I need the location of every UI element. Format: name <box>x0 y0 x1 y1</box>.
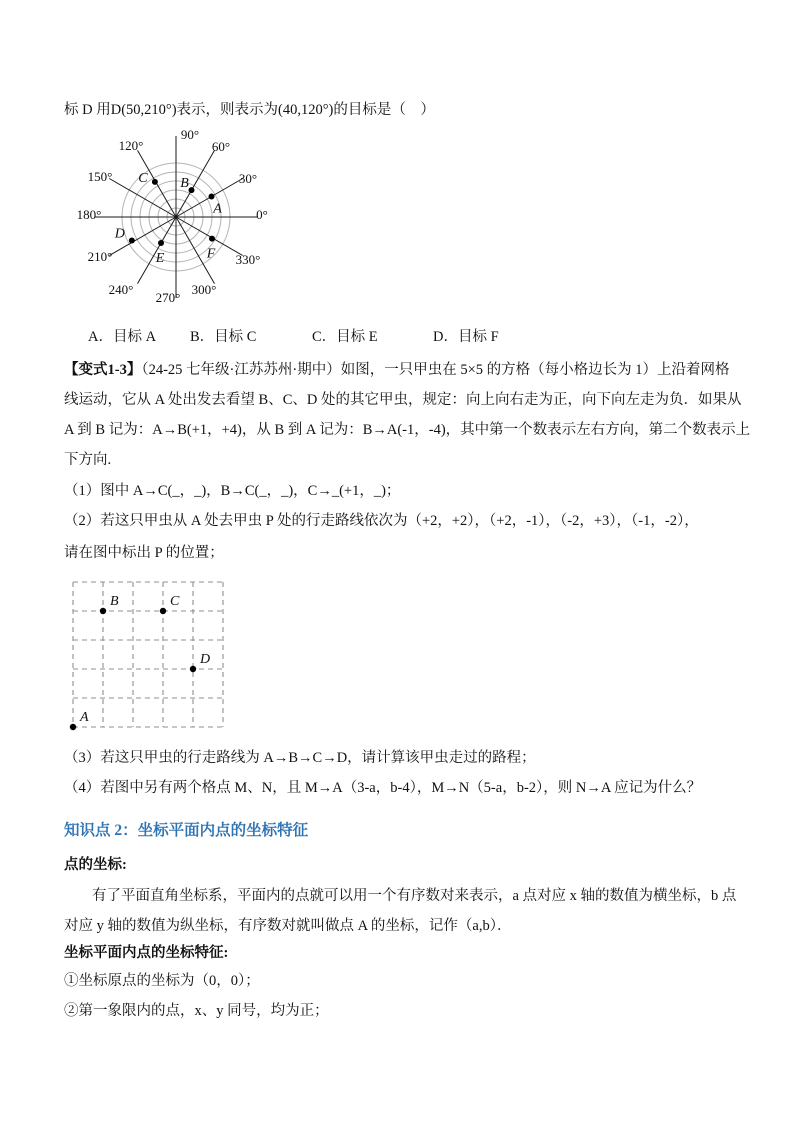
polar-point-label: D <box>114 226 125 242</box>
polar-point-label: C <box>138 170 148 186</box>
knowledge-point-heading: 知识点 2：坐标平面内点的坐标特征 <box>64 822 309 839</box>
subheading-point-coordinates: 点的坐标: <box>64 857 127 873</box>
polar-angle-label: 180° <box>76 207 102 222</box>
polar-angle-label: 0° <box>256 207 268 222</box>
polar-point-dot <box>129 237 135 243</box>
grid-point-label: B <box>110 594 119 609</box>
polar-angle-label: 240° <box>108 282 134 297</box>
feature-item-2: ②第一象限内的点，x、y 同号，均为正； <box>64 1003 329 1019</box>
polar-point-dot <box>209 194 215 200</box>
polar-angle-label: 120° <box>118 138 144 153</box>
polar-point-dot <box>189 187 195 193</box>
polar-point-dot <box>209 236 215 242</box>
polar-angle-label: 90° <box>180 127 200 142</box>
problem-line-1-text: （24-25 七年级·江苏苏州·期中）如图，一只甲虫在 5×5 的方格（每小格边长为 1）上沿着网格 <box>141 362 730 378</box>
problem-line-4: 下方向. <box>64 452 112 468</box>
question-2-line-2: 请在图中标出 P 的位置； <box>64 545 224 561</box>
polar-angle-label: 300° <box>191 282 217 297</box>
option-b: B．目标 C <box>190 329 257 345</box>
polar-angle-label: 60° <box>211 139 231 154</box>
feature-item-1: ①坐标原点的坐标为（0，0）； <box>64 973 260 989</box>
grid-point-label: D <box>200 652 211 667</box>
grid-point-label: C <box>170 594 180 609</box>
polar-angle-label: 30° <box>238 171 258 186</box>
problem-line-1 <box>64 360 730 380</box>
polar-point-label: F <box>206 246 216 262</box>
option-a: A．目标 A <box>88 329 157 345</box>
polar-diagram-figure <box>36 126 336 314</box>
grid-point-dot <box>70 724 76 730</box>
question-4: （4）若图中另有两个格点 M、N，且 M→A（3-a，b-4），M→N（5-a，b-2），则 N→A 应记为什么？ <box>64 780 702 796</box>
polar-point-label: B <box>180 176 189 192</box>
grid-point-dot <box>100 608 106 614</box>
knowledge-paragraph-line-1: 有了平面直角坐标系，平面内的点就可以用一个有序数对来表示，a 点对应 x 轴的数值为横坐标，b 点 <box>92 888 737 904</box>
polar-angle-label: 330° <box>235 252 261 267</box>
polar-angle-label: 270° <box>155 290 181 305</box>
knowledge-paragraph-line-2: 对应 y 轴的数值为纵坐标，有序数对就叫做点 A 的坐标，记作（a,b）． <box>64 918 512 934</box>
problem-tag: 【变式1-3】 <box>64 362 142 378</box>
question-2-line-1: （2）若这只甲虫从 A 处去甲虫 P 处的行走路线依次为（+2，+2），（+2，-1），（-2，+3），（-1，-2）， <box>64 513 699 529</box>
grid-point-label: A <box>80 710 89 725</box>
option-d: D．目标 F <box>433 329 499 345</box>
subheading-coordinate-features: 坐标平面内点的坐标特征: <box>64 945 229 961</box>
polar-point-label: A <box>213 201 222 217</box>
problem-line-2: 线运动，它从 A 处出发去看望 B、C、D 处的其它甲虫，规定：向上向右走为正，向下向左走为负．如果从 <box>64 392 742 408</box>
option-c: C．目标 E <box>312 329 378 345</box>
question-intro-line: 标 D 用D(50,210°)表示，则表示为(40,120°)的目标是（ ） <box>64 102 435 118</box>
polar-point-label: E <box>155 250 165 266</box>
polar-point-dot <box>152 179 158 185</box>
grid-point-dot <box>190 666 196 672</box>
grid-figure <box>64 572 244 742</box>
polar-angle-label: 150° <box>87 169 113 184</box>
question-3: （3）若这只甲虫的行走路线为 A→B→C→D，请计算该甲虫走过的路程； <box>64 750 536 766</box>
polar-angle-label: 210° <box>87 249 113 264</box>
grid-point-dot <box>160 608 166 614</box>
polar-point-dot <box>158 240 164 246</box>
problem-line-3: A 到 B 记为：A→B(+1，+4)，从 B 到 A 记为：B→A(-1，-4)，其中第一个数表示左右方向，第二个数表示上 <box>64 422 751 438</box>
question-1: （1）图中 A→C(_，_)，B→C(_，_)，C→_(+1，_)； <box>64 483 401 499</box>
